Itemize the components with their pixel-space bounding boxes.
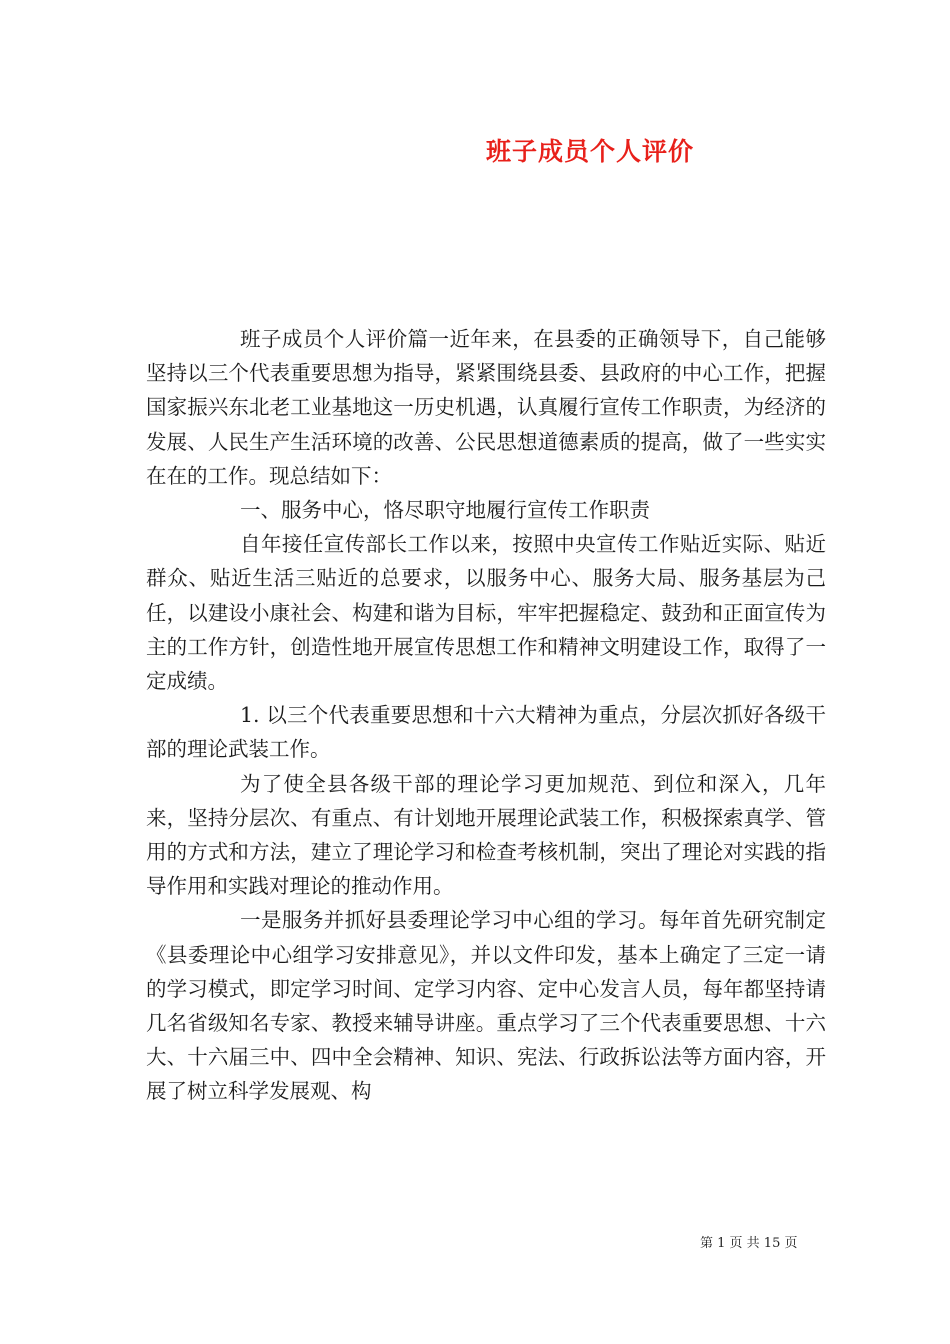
paragraph: 一是服务并抓好县委理论学习中心组的学习。每年首先研究制定《县委理论中心组学习安排意见》，并以文件印发，基本上确定了三定一请的学习模式，即定学习时间、定学习内容、定中心发言人员，每年都坚持请几名省级知名专家、教授来辅导讲座。重点学习了三个代表重要思想、十六大、十六届三中、四中全会精神、知识、宪法、行政拆讼法等方面内容，开展了树立科学发展观、构 (146, 908, 826, 1104)
document-body (146, 322, 826, 1109)
document-title: 班子成员个人评价 (485, 137, 694, 166)
paragraph: 自年接任宣传部长工作以来，按照中央宣传工作贴近实际、贴近群众、贴近生活三贴近的总要求，以服务中心、服务大局、服务基层为己任，以建设小康社会、构建和谐为目标，牢牢把握稳定、鼓劲和正面宣传为主的工作方针，创造性地开展宣传思想工作和精神文明建设工作，取得了一定成绩。 (146, 532, 826, 694)
paragraph: 为了使全县各级干部的理论学习更加规范、到位和深入，几年来，坚持分层次、有重点、有计划地开展理论武装工作，积极探索真学、管用的方式和方法，建立了理论学习和检查考核机制，突出了理论对实践的指导作用和实践对理论的推动作用。 (146, 771, 826, 899)
subsection-heading: 1. 以三个代表重要思想和十六大精神为重点，分层次抓好各级干部的理论武装工作。 (146, 703, 826, 762)
page-footer: 第 1 页 共 15 页 (700, 1236, 798, 1251)
section-heading: 一、服务中心，恪尽职守地履行宣传工作职责 (240, 498, 650, 523)
paragraph: 班子成员个人评价篇一近年来，在县委的正确领导下，自己能够坚持以三个代表重要思想为指导，紧紧围绕县委、县政府的中心工作，把握国家振兴东北老工业基地这一历史机遇，认真履行宣传工作职责，为经济的发展、人民生产生活环境的改善、公民思想道德素质的提高，做了一些实实在在的工作。现总结如下： (146, 327, 826, 488)
